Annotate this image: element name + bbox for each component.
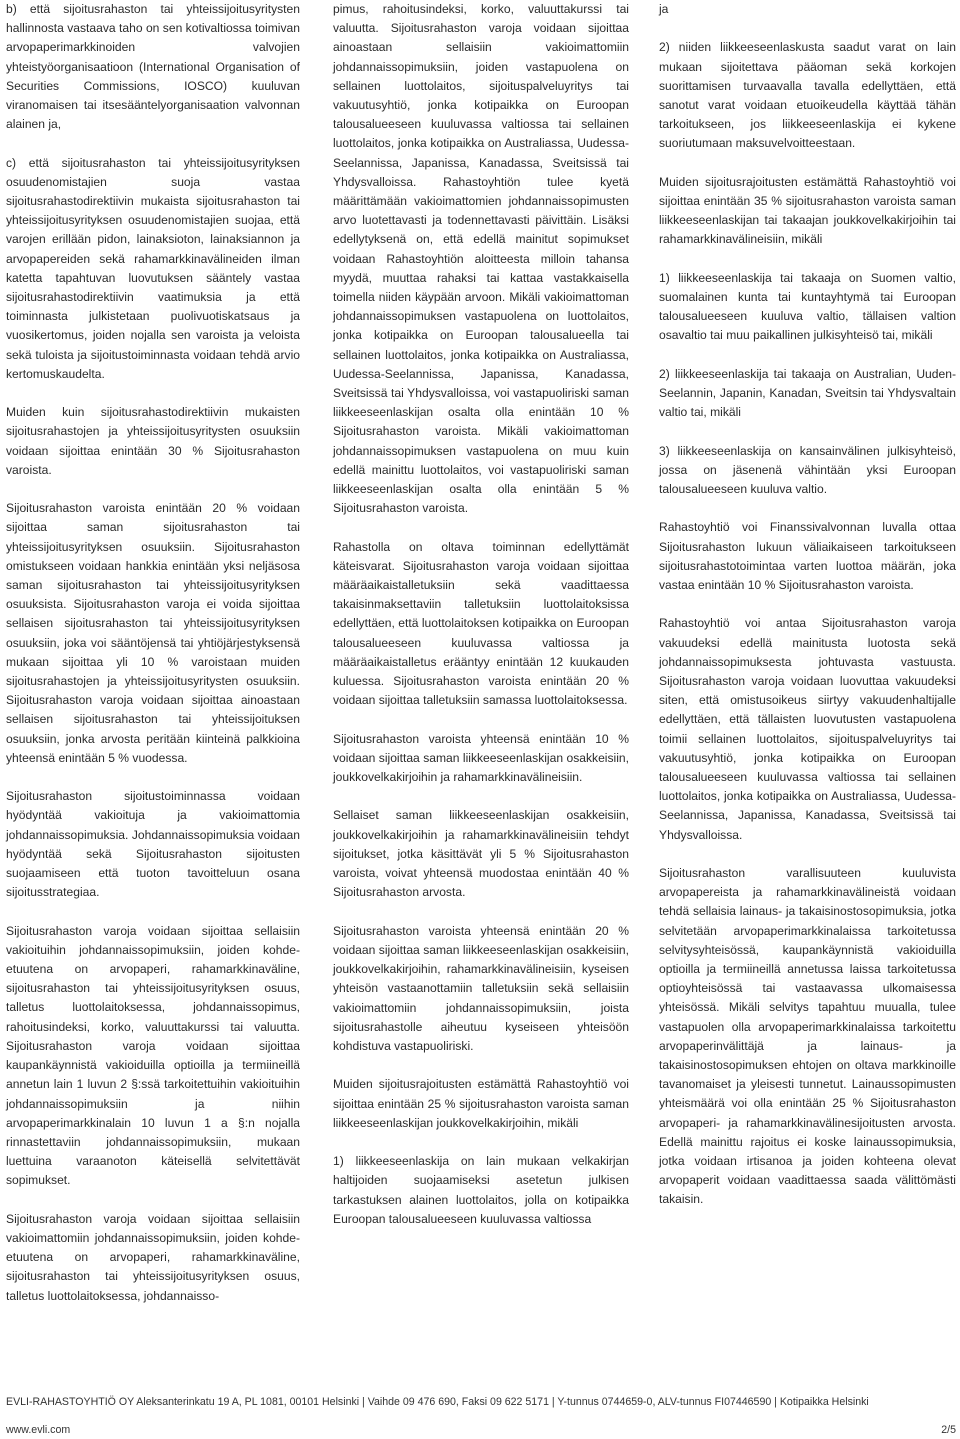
paragraph: Sijoitusrahaston varoista yhteensä enintään 10 % voidaan sijoittaa saman liikkeeseenlaskijan osakkeisiin, joukkovelkakirjoihin ja rahamarkkinavälineisiin. xyxy=(333,731,629,785)
paragraph: 1) liikkeeseenlaskija on lain mukaan velkakirjan haltijoiden suojaamiseksi asetetun julkisen tarkastuksen alainen luottolaitos, jolla on kotipaikka Euroopan talousalueeseen kuuluvassa valtiossa xyxy=(333,1154,629,1226)
paragraph: c) että sijoitusrahaston tai yhteissijoitusyrityksen osuudenomistajien suoja vastaa sijoitusrahastodirektiivin mukaista sijoitusrahaston tai yhteissijoitusyrityksen osuudenomistajien suojaa, että varojen erillään pidon, lainaksioton, lainaksiannon ja arvopapereiden sekä rahamarkkinavälineiden ilman katetta tapahtuvan luovutuksen sääntely vastaa sijoitusrahastodirektiivin vaatimuksia ja että toiminnasta julkistetaan puolivuotiskatsaus ja vuosikertomus, joiden nojalla sen varoista ja veloista sekä tuloista ja sijoitustoiminnasta voidaan tehdä arvio kertomuskaudelta. xyxy=(6,155,300,381)
paragraph: Muiden sijoitusrajoitusten estämättä Rahastoyhtiö voi sijoittaa enintään 35 % sijoitusrahaston varoista saman liikkeeseenlaskijan tai takaajan joukkovelkakirjoihin tai rahamarkkinavälineisiin, mikäli xyxy=(659,174,956,247)
paragraph: 1) liikkeeseenlaskija tai takaaja on Suomen valtio, suomalainen kunta tai kuntayhtymä tai Euroopan talousalueeseen kuuluva valtio, tällaisen valtion osavaltio tai muu paikallinen julkisyhteisö tai, mikäli xyxy=(659,270,956,343)
paragraph: Sellaiset saman liikkeeseenlaskijan osakkeisiin, joukkovelkakirjoihin ja rahamarkkinavälineisiin tehdyt sijoitukset, jotka käsittävät yli 5 % Sijoitusrahaston varoista, voivat yhteensä muodostaa enintään 40 % Sijoitusrahaston arvosta. xyxy=(333,808,629,900)
paragraph: Sijoitusrahaston varallisuuteen kuuluvista arvopapereista ja rahamarkkinavälineistä voidaan tehdä sellaisia lainaus- ja takaisinostosopimuksia, jotka selvitetään arvopaperimarkkinalaissa tarkoitetussa selvitysyhteisössä, kaupankäynnistä vakioiduilla optioilla ja termiineillä annetussa laissa tarkoitetussa optioyhteisössä tai vastaavassa ulkomaisessa yhteisössä. Mikäli selvitys tapahtuu muualla, tulee vastapuolen olla arvopaperimarkkinalaissa tarkoitettu arvopaperinvälittäjä ja lainaus- ja takaisinostosopimuksen ehtojen on oltava markkinoille tavanomaiset ja yleisesti tunnetut. Lainaussopimusten yhteismäärä voi olla enintään 25 % Sijoitusrahaston arvopaperi- ja rahamarkkinavälinesijoitusten arvosta. Edellä mainittu rajoitus ei koske lainaussopimuksia, jotka voidaan irtisanoa ja joiden kohteena olevat arvopaperit voidaan vaadittaessa saada välittömästi takaisin. xyxy=(659,866,956,1207)
text-column-3 xyxy=(659,0,956,1229)
text-column-1 xyxy=(6,0,300,1325)
paragraph: Muiden kuin sijoitusrahastodirektiivin mukaisten sijoitusrahastojen ja yhteissijoitusyritysten osuuksiin voidaan sijoittaa enintään 30 % Sijoitusrahaston varoista. xyxy=(6,405,300,477)
paragraph: b) että sijoitusrahaston tai yhteissijoitusyritysten hallinnosta vastaava taho on sen kotivaltiossa toimivan arvopaperimarkkinoiden valvojien yhteistyöorganisaatioon (International Organisation of Securities Commissions, IOSCO) kuuluvan viranomaisen tai itsesääntelyorganisaation valvonnan alainen ja, xyxy=(6,2,300,132)
footer-company-info: EVLI-RAHASTOYHTIÖ OY Aleksanterinkatu 19 A, PL 1081, 00101 Helsinki | Vaihde 09 476 690, Faksi 09 622 5171 | Y-tunnus 0744659-0, ALV-tunnus FI07446590 | Kotipaikka Helsinki xyxy=(6,1396,869,1408)
text-column-2 xyxy=(333,0,629,1248)
paragraph: 2) niiden liikkeeseenlaskusta saadut varat on lain mukaan sijoitettava pääoman sekä korkojen suorittamisen turvaavalla tavalla edellyttäen, että sanotut varat voidaan etuoikeudella käyttää tähän tarkoitukseen, jos liikkeeseenlaskija ei kykene suoriutumaan maksuvelvoitteestaan. xyxy=(659,40,956,151)
paragraph: Sijoitusrahaston varoja voidaan sijoittaa sellaisiin vakioimattomiin johdannaissopimuksiin, joiden kohde-etuutena on arvopaperi, rahamarkkinaväline, sijoitusrahaston tai yhteissijoitusyrityksen osuus, talletus luottolaitoksessa, johdannaisso- xyxy=(6,1211,300,1303)
paragraph: pimus, rahoitusindeksi, korko, valuuttakurssi tai valuutta. Sijoitusrahaston varoja voidaan sijoittaa ainoastaan sellaisiin vakioimattomiin johdannaissopimuksiin, joiden vastapuolena on sellainen luottolaitos, sijoituspalveluyritys tai vakuutusyhtiö, jonka kotipaikka on Euroopan talousalueeseen kuuluvassa valtiossa tai sellainen luottolaitos, jonka kotipaikka on Australiassa, Uudessa-Seelannissa, Japanissa, Kanadassa, Sveitsissä tai Yhdysvalloissa. Rahastoyhtiön tulee kyetä määrittämään vakioimattomien johdannaissopimusten arvo luotettavasti ja todennettavasti päivittäin. Lisäksi edellytyksenä on, että edellä mainitut sopimukset voidaan Rahastoyhtiön aloitteesta milloin tahansa myydä, muuttaa rahaksi tai kattaa vastakkaisella toimella niiden käypään arvoon. Mikäli vakioimattoman johdannaissopimuksen vastapuolena on luottolaitos, jonka kotipaikka on Euroopan talousalueella tai sellainen luottolaitos, jonka kotipaikka on Australiassa, Uudessa-Seelannissa, Japanissa, Kanadassa, Sveitsissä tai Yhdysvalloissa, voi vastapuoliriski saman liikkeeseenlaskijan osalta olla enintään 10 % Sijoitusrahaston varoista. Mikäli vakioimattoman johdannaissopimuksen vastapuolena on muu kuin edellä mainittu luottolaitos, voi vastapuoliriski saman liikkeeseenlaskijan osalta olla enintään 5 % Sijoitusrahaston varoista. xyxy=(333,2,629,516)
footer-website-link[interactable]: www.evli.com xyxy=(6,1424,71,1436)
paragraph: Rahastolla on oltava toiminnan edellyttämät käteisvarat. Sijoitusrahaston varoja voidaan sijoittaa määräaikaistalletuksiin sekä vaadittaessa takaisinmaksettaviin talletuksiin luottolaitoksissa edellyttäen, että luottolaitoksen kotipaikka on Euroopan talousalueeseen kuuluvassa valtiossa ja määräaikaistalletus erääntyy enintään 12 kuukauden kuluessa. Sijoitusrahaston varoista enintään 20 % voidaan sijoittaa talletuksiin samassa luottolaitoksessa. xyxy=(333,539,629,708)
paragraph: Sijoitusrahaston sijoitustoiminnassa voidaan hyödyntää vakioituja ja vakioimattomia johdannaissopimuksia. Johdannaissopimuksia voidaan hyödyntää sekä Sijoitusrahaston sijoitusten suojaamiseen että tuoton tavoitteluun osana sijoitusstrategiaa. xyxy=(6,789,300,900)
paragraph: Sijoitusrahaston varoja voidaan sijoittaa sellaisiin vakioituihin johdannaissopimuksiin, joiden kohde-etuutena on arvopaperi, rahamarkkinaväline, sijoitusrahaston tai yhteissijoitusyrityksen osuus, talletus luottolaitoksessa, johdannaissopimus, rahoitusindeksi, korko, valuuttakurssi tai valuutta. Sijoitusrahaston varoja voidaan sijoittaa kaupankäynnistä vakioiduilla optioilla ja termiineillä annetun lain 1 luvun 2 §:ssä tarkoitettuihin vakioituihin johdannaissopimuksiin ja niihin arvopaperimarkkinalain 10 luvun 1 a §:n nojalla rinnastettaviin johdannaissopimuksiin, mukaan luettuina varaanoton käteisellä selvitettävät sopimukset. xyxy=(6,923,300,1188)
paragraph: 3) liikkeeseenlaskija on kansainvälinen julkisyhteisö, jossa on jäsenenä vähintään yksi Euroopan talousalueeseen kuuluva valtio. xyxy=(659,443,956,496)
paragraph: ja xyxy=(659,2,669,16)
paragraph: Sijoitusrahaston varoista enintään 20 % voidaan sijoittaa saman sijoitusrahaston tai yhteissijoitusyrityksen osuuksiin. Sijoitusrahaston omistukseen voidaan hankkia enintään yksi neljäsosa saman sijoitusrahaston tai yhteissijoitusyrityksen osuuksista. Sijoitusrahaston varoja ei voida sijoittaa sellaisen sijoitusrahaston tai yhteissijoitusyrityksen osuuksiin, joka voi sääntöjensä tai yhtiöjärjestyksensä mukaan sijoittaa yli 10 % varoistaan muiden sijoitusrahastojen ja yhteissijoitusyritysten osuuksiin. Sijoitusrahaston varoja voidaan sijoittaa ainoastaan sellaisen sijoitusrahaston tai yhteissijoituksen osuuksiin, jonka arvosta peritään kiinteinä palkkioina yhteensä enintään 5 % vuodessa. xyxy=(6,501,300,765)
paragraph: Muiden sijoitusrajoitusten estämättä Rahastoyhtiö voi sijoittaa enintään 25 % sijoitusrahaston varoista saman liikkeeseenlaskijan joukkovelkakirjoihin, mikäli xyxy=(333,1077,629,1130)
paragraph: Rahastoyhtiö voi antaa Sijoitusrahaston varoja vakuudeksi edellä mainitusta luotosta sekä johdannaissopimuksesta johtuvasta vastuusta. Sijoitusrahaston varoja voidaan luovuttaa vakuudeksi siten, että omistusoikeus siirtyy vakuudenhaltijalle edellyttäen, että tällaisten luovutusten vastapuolena toimii sellainen luottolaitos, sijoituspalveluyritys tai vakuutusyhtiö, jonka kotipaikka on Euroopan talousalueeseen kuuluvassa valtiossa tai sellainen luottolaitos, jonka kotipaikka on Australiassa, Uudessa-Seelannissa, Japanissa, Kanadassa, Sveitsissä tai Yhdysvalloissa. xyxy=(659,616,956,842)
paragraph: 2) liikkeeseenlaskija tai takaaja on Australian, Uuden-Seelannin, Japanin, Kanadan, Sveitsin tai Yhdysvaltain valtio tai, mikäli xyxy=(659,366,956,420)
paragraph: Sijoitusrahaston varoista yhteensä enintään 20 % voidaan sijoittaa saman liikkeeseenlaskijan osakkeisiin, joukkovelkakirjoihin, rahamarkkinavälineisiin, kyseisen yhteisön vastaanottamiin talletuksiin sekä sellaisiin vakioimattomiin johdannaissopimuksiin, joista sijoitusrahastolle aiheutuu kyseiseen yhteisöön kohdistuva vastapuoliriski. xyxy=(333,923,629,1053)
paragraph: Rahastoyhtiö voi Finanssivalvonnan luvalla ottaa Sijoitusrahaston lukuun väliaikaiseen tarkoitukseen sijoitusrahastotoimintaa varten luottoa määrän, joka vastaa enintään 10 % Sijoitusrahaston varoista. xyxy=(659,520,956,592)
page-number: 2/5 xyxy=(941,1424,956,1436)
